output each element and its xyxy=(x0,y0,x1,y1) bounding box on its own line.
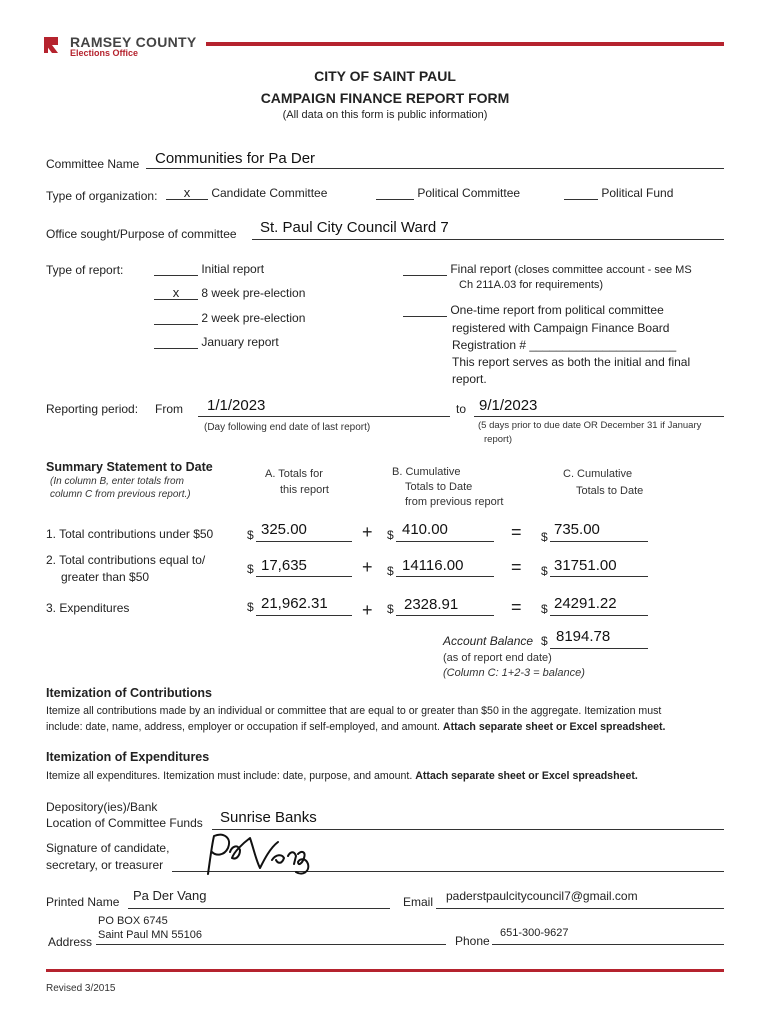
report-onetime-line1: One-time report from political committee xyxy=(450,303,664,317)
balance-label: Account Balance xyxy=(443,634,534,648)
balance-value: 8194.78 xyxy=(556,628,611,645)
row2-b-line[interactable] xyxy=(396,576,494,577)
report-2week-label: 2 week pre-election xyxy=(201,311,306,325)
org-candidate-label: Candidate Committee xyxy=(211,186,328,200)
period-to-line[interactable] xyxy=(474,416,724,417)
row1-b-currency: $ xyxy=(387,528,394,542)
summary-note1: (In column B, enter totals from xyxy=(50,476,184,487)
col-a-head1: A. Totals for xyxy=(265,468,323,480)
row3-c-line[interactable] xyxy=(550,615,648,616)
col-c-head2: Totals to Date xyxy=(576,485,644,497)
row3-b-line[interactable] xyxy=(396,615,494,616)
row1-equals: = xyxy=(511,522,522,542)
report-final-label: Final report xyxy=(450,262,512,276)
logo-org: RAMSEY COUNTY xyxy=(70,34,197,50)
org-political-option[interactable] xyxy=(376,186,520,200)
logo-office: Elections Office xyxy=(70,48,139,58)
col-b-head3: from previous report xyxy=(405,496,504,508)
report-2week-option[interactable] xyxy=(154,311,305,325)
row3-equals: = xyxy=(511,597,522,617)
period-from-note: (Day following end date of last report) xyxy=(204,422,371,433)
office-label: Office sought/Purpose of committee xyxy=(46,227,237,241)
address-line1-value: PO BOX 6745 xyxy=(98,915,168,927)
report-january-label: January report xyxy=(201,335,279,349)
balance-line[interactable] xyxy=(550,648,648,649)
org-candidate-mark[interactable]: x xyxy=(166,187,208,200)
committee-name-label: Committee Name xyxy=(46,157,140,171)
revised-note: Revised 3/2015 xyxy=(46,983,116,994)
report-final-note2: Ch 211A.03 for requirements) xyxy=(459,279,604,291)
contributions-attach: Attach separate sheet or Excel spreadsheet. xyxy=(442,721,666,733)
row3-b-currency: $ xyxy=(387,602,394,616)
period-to-note2: report) xyxy=(484,434,512,445)
printed-name-line[interactable] xyxy=(128,908,390,909)
row3-label: 3. Expenditures xyxy=(46,601,130,615)
report-onetime-mark[interactable] xyxy=(403,304,447,317)
row2-a-currency: $ xyxy=(247,562,254,576)
signature-label1: Signature of candidate, xyxy=(46,841,170,855)
office-value: St. Paul City Council Ward 7 xyxy=(260,219,449,236)
report-final-mark[interactable] xyxy=(403,263,447,276)
col-a-head2: this report xyxy=(280,484,329,496)
summary-note2: column C from previous report.) xyxy=(50,489,191,500)
row1-label: 1. Total contributions under $50 xyxy=(46,527,214,541)
period-to-note1: (5 days prior to due date OR December 31 if January xyxy=(478,420,702,431)
row3-b-value: 2328.91 xyxy=(404,596,459,613)
row2-c-line[interactable] xyxy=(550,576,648,577)
report-final-option[interactable] xyxy=(403,262,692,276)
balance-note2: (Column C: 1+2-3 = balance) xyxy=(443,667,585,679)
report-final-note1: (closes committee account - see MS xyxy=(514,264,692,276)
row3-a-currency: $ xyxy=(247,600,254,614)
report-onetime-line4: This report serves as both the initial and final xyxy=(452,355,691,369)
phone-line[interactable] xyxy=(492,944,724,945)
org-fund-label: Political Fund xyxy=(601,186,674,200)
period-label: Reporting period: xyxy=(46,402,139,416)
report-8week-mark[interactable]: x xyxy=(154,287,198,300)
row2-a-value: 17,635 xyxy=(261,557,307,574)
printed-name-value: Pa Der Vang xyxy=(133,888,207,903)
expenditures-text-row xyxy=(46,770,638,782)
row1-b-value: 410.00 xyxy=(402,521,448,538)
org-political-label: Political Committee xyxy=(417,186,521,200)
report-8week-label: 8 week pre-election xyxy=(201,286,306,300)
row1-c-line[interactable] xyxy=(550,541,648,542)
report-onetime-line3: Registration # ______________________ xyxy=(452,338,677,352)
org-type-label: Type of organization: xyxy=(46,189,158,203)
phone-value: 651-300-9627 xyxy=(500,927,569,939)
row2-equals: = xyxy=(511,557,522,577)
report-onetime-line5: report. xyxy=(452,372,487,386)
org-candidate-option[interactable] xyxy=(166,186,327,200)
expenditures-attach: Attach separate sheet or Excel spreadsheet. xyxy=(415,770,638,782)
period-to-value: 9/1/2023 xyxy=(479,397,538,414)
report-2week-mark[interactable] xyxy=(154,312,198,325)
report-january-mark[interactable] xyxy=(154,336,198,349)
row2-label: 2. Total contributions equal to/ xyxy=(46,553,206,567)
logo-rule xyxy=(206,42,724,46)
row2-b-value: 14116.00 xyxy=(402,557,464,574)
depository-value: Sunrise Banks xyxy=(220,809,317,826)
address-line2-value: Saint Paul MN 55106 xyxy=(98,929,202,941)
office-line[interactable] xyxy=(252,239,724,240)
contributions-title: Itemization of Contributions xyxy=(46,686,212,700)
row3-c-value: 24291.22 xyxy=(554,595,617,612)
report-initial-label: Initial report xyxy=(201,262,265,276)
address-label: Address xyxy=(48,935,93,949)
depository-label2: Location of Committee Funds xyxy=(46,816,203,830)
row3-a-value: 21,962.31 xyxy=(261,595,328,612)
row1-a-value: 325.00 xyxy=(261,521,307,538)
email-value: paderstpaulcitycouncil7@gmail.com xyxy=(446,889,638,903)
col-c-head1: C. Cumulative xyxy=(563,468,633,480)
org-political-mark[interactable] xyxy=(376,187,414,200)
ballot-logo-icon xyxy=(44,34,66,56)
row2-c-currency: $ xyxy=(541,564,548,578)
report-initial-mark[interactable] xyxy=(154,263,198,276)
committee-name-value: Communities for Pa Der xyxy=(155,150,316,167)
contributions-text2: include: date, name, address, employer or occupation if self-employed, and amount. xyxy=(46,721,440,733)
row1-plus: + xyxy=(362,522,373,542)
printed-name-label: Printed Name xyxy=(46,895,120,909)
summary-title: Summary Statement to Date xyxy=(46,460,213,474)
row3-c-currency: $ xyxy=(541,602,548,616)
signature-image xyxy=(202,830,322,880)
row1-a-currency: $ xyxy=(247,528,254,542)
col-b-head2: Totals to Date xyxy=(405,481,473,493)
row1-c-value: 735.00 xyxy=(554,521,600,538)
row1-a-line[interactable] xyxy=(256,541,352,542)
row3-a-line[interactable] xyxy=(256,615,352,616)
report-initial-option[interactable] xyxy=(154,262,264,276)
row2-b-currency: $ xyxy=(387,564,394,578)
expenditures-title: Itemization of Expenditures xyxy=(46,750,210,764)
row3-plus: + xyxy=(362,600,373,620)
report-8week-option[interactable] xyxy=(154,286,305,300)
expenditures-text: Itemize all expenditures. Itemization must include: date, purpose, and amount. xyxy=(46,770,413,782)
phone-label: Phone xyxy=(455,934,490,948)
form-title-line1: CITY OF SAINT PAUL xyxy=(314,68,456,84)
address-line[interactable] xyxy=(96,944,446,945)
period-to-label: to xyxy=(456,402,467,416)
report-type-label: Type of report: xyxy=(46,263,124,277)
report-onetime-line2: registered with Campaign Finance Board xyxy=(452,321,670,335)
row2-c-value: 31751.00 xyxy=(554,557,617,574)
contributions-text1: Itemize all contributions made by an individual or committee that are equal to or greater than $50 in the aggregate. Itemization must xyxy=(46,705,662,717)
balance-note1: (as of report end date) xyxy=(443,652,552,664)
period-from-line[interactable] xyxy=(198,416,450,417)
row2-plus: + xyxy=(362,557,373,577)
report-onetime-option[interactable] xyxy=(403,303,664,317)
row1-b-line[interactable] xyxy=(396,541,494,542)
row2-a-line[interactable] xyxy=(256,576,352,577)
org-fund-mark[interactable] xyxy=(564,187,598,200)
depository-label1: Depository(ies)/Bank xyxy=(46,800,158,814)
footer-rule xyxy=(46,969,724,972)
row1-c-currency: $ xyxy=(541,530,548,544)
contributions-text2-row xyxy=(46,721,666,733)
signature-label2: secretary, or treasurer xyxy=(46,858,164,872)
email-label: Email xyxy=(403,895,434,909)
report-january-option[interactable] xyxy=(154,335,279,349)
committee-name-line[interactable] xyxy=(146,168,724,169)
col-b-head1: B. Cumulative xyxy=(392,466,461,478)
balance-currency: $ xyxy=(541,634,548,648)
row2-label-cont: greater than $50 xyxy=(61,570,150,584)
email-line[interactable] xyxy=(436,908,724,909)
public-info-note: (All data on this form is public information) xyxy=(282,109,488,121)
org-fund-option[interactable] xyxy=(564,186,673,200)
period-from-label: From xyxy=(155,402,183,416)
form-title-line2: CAMPAIGN FINANCE REPORT FORM xyxy=(260,90,510,106)
period-from-value: 1/1/2023 xyxy=(207,397,266,414)
